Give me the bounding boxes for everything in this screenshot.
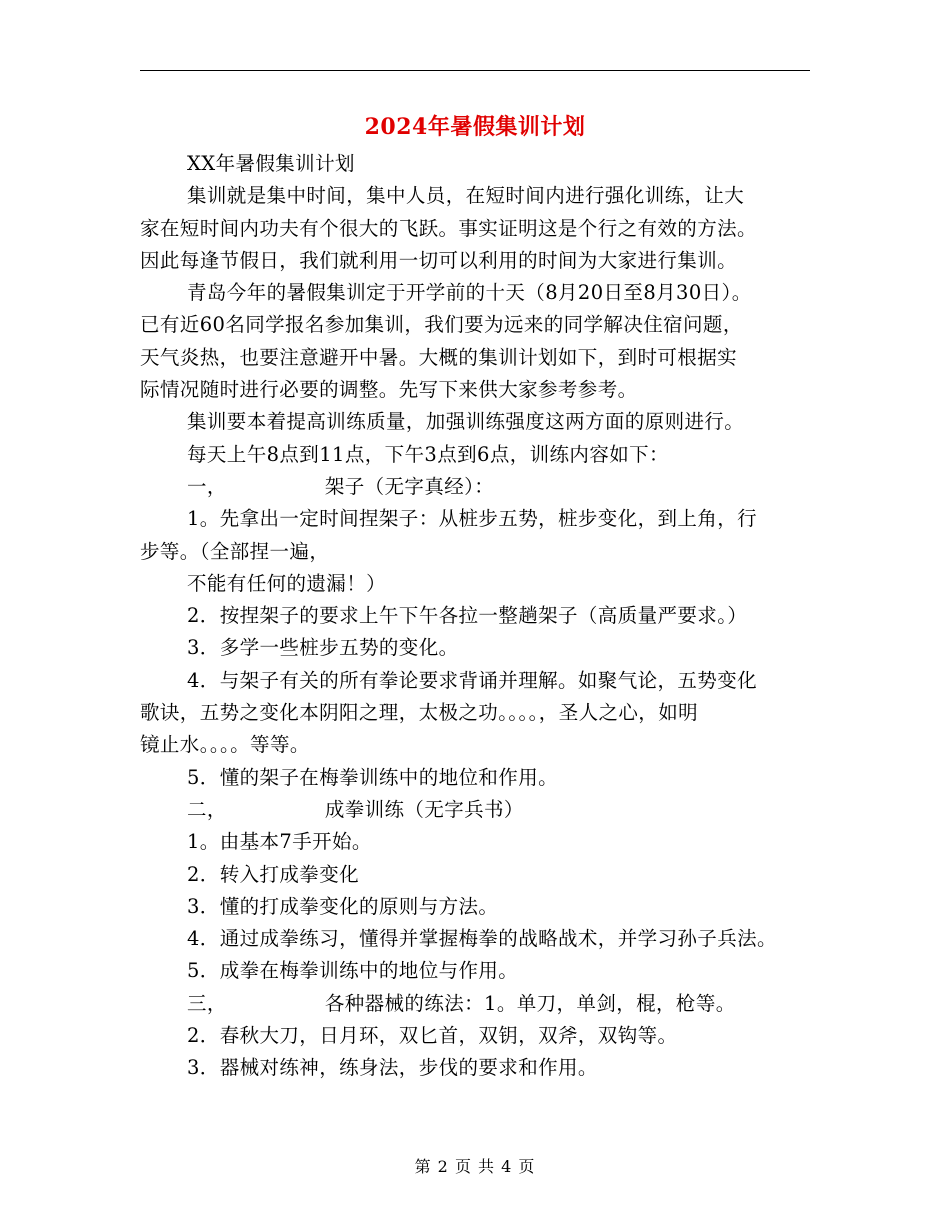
body-line [140,213,830,245]
body-line-text: 2．春秋大刀，日月环，双匕首，双钥，双斧，双钩等。 [187,1024,678,1048]
header-rule [140,70,810,71]
body-line-text: 2．按捏架子的要求上午下午各拉一整趟架子（高质量严要求。） [187,604,748,628]
body-line-text: 一， [187,474,227,498]
body-line-text: 际情况随时进行必要的调整。先写下来供大家参考参考。 [140,378,638,402]
body-line-text: 青岛今年的暑假集训定于开学前的十天（8月20日至8月30日）。 [187,281,752,305]
body-line-text: 1。由基本7手开始。 [187,830,372,854]
body-line [140,277,830,309]
body-line [140,180,830,212]
body-line-text: 1。先拿出一定时间捏架子：从桩步五势，桩步变化，到上角，行 [187,507,758,531]
page-number: 第 2 页 共 4 页 [414,1157,536,1176]
body-line-text: 三， [187,991,227,1015]
body-line-text: 4．通过成拳练习，懂得并掌握梅拳的战略战术，并学习孙子兵法。 [187,927,777,951]
body-line-text: 每天上午8点到11点，下午3点到6点，训练内容如下： [187,442,669,466]
body-line [140,794,830,826]
body-line-text: 集训要本着提高训练质量，加强训练强度这两方面的原则进行。 [187,410,745,434]
body-line [140,955,830,987]
body-line [140,1052,830,1084]
body-line [140,859,830,891]
body-line [140,1020,830,1052]
section-heading-text: 各种器械的练法：1。单刀，单剑，棍，枪等。 [324,991,736,1015]
body-line [140,309,830,341]
body-line [140,923,830,955]
section-heading-text: 架子（无字真经）： [324,474,495,498]
body-line-text: 3．器械对练神，练身法，步伐的要求和作用。 [187,1056,598,1080]
body-line [140,342,830,374]
body-line [140,697,830,729]
body-line-text: 4．与架子有关的所有拳论要求背诵并理解。如聚气论，五势变化 [187,668,758,692]
body-line [140,148,830,180]
document-body [140,148,830,1085]
body-line [140,439,830,471]
body-line [140,632,830,664]
body-line-text: XX年暑假集训计划 [187,152,355,175]
body-line [140,665,830,697]
body-line [140,988,830,1020]
body-line-text: 3．多学一些桩步五势的变化。 [187,636,459,660]
body-line [140,891,830,923]
document-title: 2024年暑假集训计划 [364,114,586,140]
body-line-text: 因此每逢节假日，我们就利用一切可以利用的时间为大家进行集训。 [140,248,738,272]
body-line [140,471,830,503]
body-line-text: 家在短时间内功夫有个很大的飞跃。事实证明这是个行之有效的方法。 [140,216,757,240]
body-line-text: 3．懂的打成拳变化的原则与方法。 [187,894,499,918]
body-line-text: 歌诀，五势之变化本阴阳之理，太极之功。。。。，圣人之心，如明 [140,701,699,725]
body-line [140,406,830,438]
section-heading-text: 成拳训练（无字兵书） [324,797,524,821]
body-line-text: 集训就是集中时间，集中人员，在短时间内进行强化训练，让大 [187,184,745,208]
body-line [140,245,830,277]
body-line [140,503,830,535]
body-line [140,729,830,761]
body-line [140,600,830,632]
body-line-text: 5．懂的架子在梅拳训练中的地位和作用。 [187,765,559,789]
body-line [140,568,830,600]
body-line-text: 二， [187,797,227,821]
body-line-text: 不能有任何的遗漏！） [187,571,387,595]
body-line-text: 步等。（全部捏一遍， [140,539,330,563]
body-line-text: 镜止水。。。。等等。 [140,733,310,757]
body-line [140,536,830,568]
body-line-text: 2．转入打成拳变化 [187,862,360,886]
body-line-text: 天气炎热，也要注意避开中暑。大概的集训计划如下，到时可根据实 [140,345,738,369]
body-line [140,762,830,794]
body-line-text: 已有近60名同学报名参加集训，我们要为远来的同学解决住宿问题， [140,313,743,337]
body-line [140,374,830,406]
body-line-text: 5．成拳在梅拳训练中的地位与作用。 [187,959,519,983]
body-line [140,826,830,858]
